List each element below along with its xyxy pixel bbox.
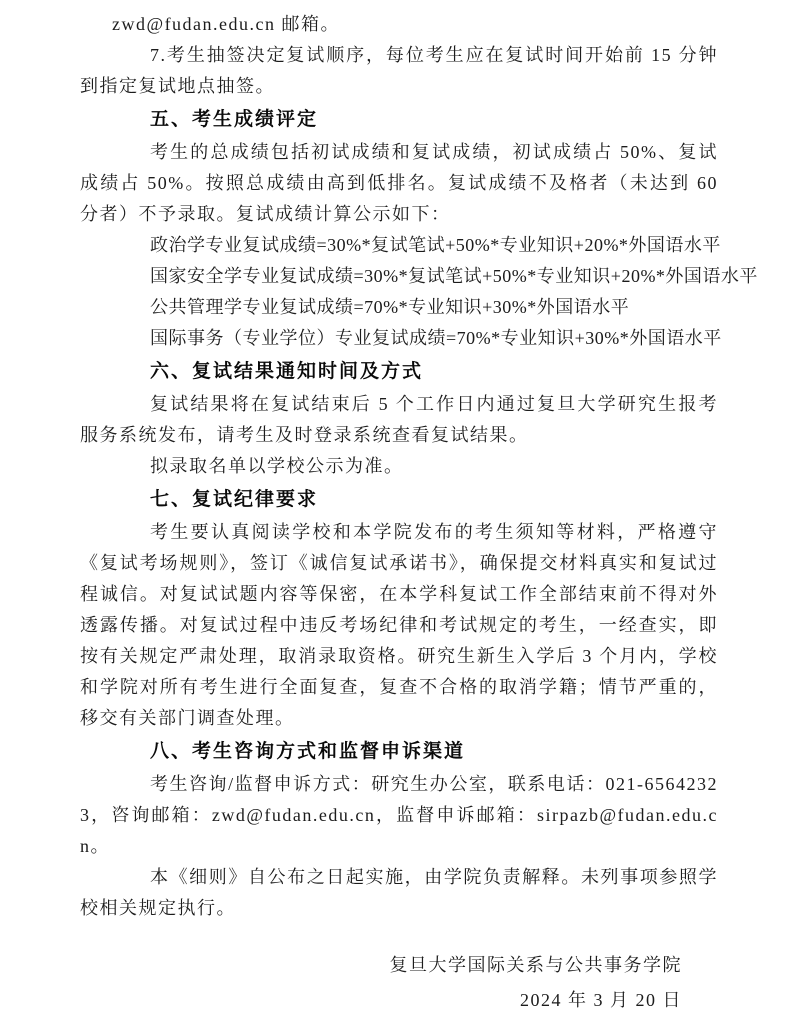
formula-political-science: 政治学专业复试成绩=30%*复试笔试+50%*专业知识+20%*外国语水平	[150, 235, 721, 255]
heading-section-7-discipline: 七、复试纪律要求	[150, 489, 319, 510]
formula-international-affairs: 国际事务（专业学位）专业复试成绩=70%*专业知识+30%*外国语水平	[150, 328, 722, 348]
signature-block	[80, 948, 718, 1018]
email-continuation-line: zwd@fudan.edu.cn 邮箱。	[112, 14, 341, 34]
para-result-release: 复试结果将在复试结束后 5 个工作日内通过复旦大学研究生报考服务系统发布，请考生及时登录系统查看复试结果。	[80, 394, 718, 445]
heading-section-6-result-notification: 六、复试结果通知时间及方式	[150, 361, 424, 382]
para-contact-info: 考生咨询/监督申诉方式：研究生办公室，联系电话：021-65642323，咨询邮箱：zwd@fudan.edu.cn，监督申诉邮箱：sirpazb@fudan.edu.cn。	[80, 774, 718, 856]
formula-national-security: 国家安全学专业复试成绩=30%*复试笔试+50%*专业知识+20%*外国语水平	[150, 266, 758, 286]
signature-date: 2024 年 3 月 20 日	[520, 990, 682, 1010]
para-effective-date: 本《细则》自公布之日起实施，由学院负责解释。未列事项参照学校相关规定执行。	[80, 867, 718, 918]
para-admission-list: 拟录取名单以学校公示为准。	[150, 456, 404, 476]
formula-public-administration: 公共管理学专业复试成绩=70%*专业知识+30%*外国语水平	[150, 297, 630, 317]
heading-section-5-score-evaluation: 五、考生成绩评定	[150, 109, 319, 130]
signature-organization: 复旦大学国际关系与公共事务学院	[389, 955, 682, 975]
heading-section-8-consultation: 八、考生咨询方式和监督申诉渠道	[150, 741, 466, 762]
para-draw-lots: 7.考生抽签决定复试顺序，每位考生应在复试时间开始前 15 分钟到指定复试地点抽签。	[80, 45, 718, 96]
para-discipline-rules: 考生要认真阅读学校和本学院发布的考生须知等材料，严格遵守《复试考场规则》，签订《诚信复试承诺书》，确保提交材料真实和复试过程诚信。对复试试题内容等保密，在本学科复试工作全部结束前不得对外透露传播。对复试过程中违反考场纪律和考试规定的考生，一经查实，即按有关规定严肃处理，取消录取资格。研究生新生入学后 3 个月内，学校和学院对所有考生进行全面复查，复查不合格的取消学籍；情节严重的，移交有关部门调查处理。	[80, 522, 718, 728]
para-total-score-rule: 考生的总成绩包括初试成绩和复试成绩，初试成绩占 50%、复试成绩占 50%。按照总成绩由高到低排名。复试成绩不及格者（未达到 60 分者）不予录取。复试成绩计算公示如下：	[80, 142, 718, 224]
